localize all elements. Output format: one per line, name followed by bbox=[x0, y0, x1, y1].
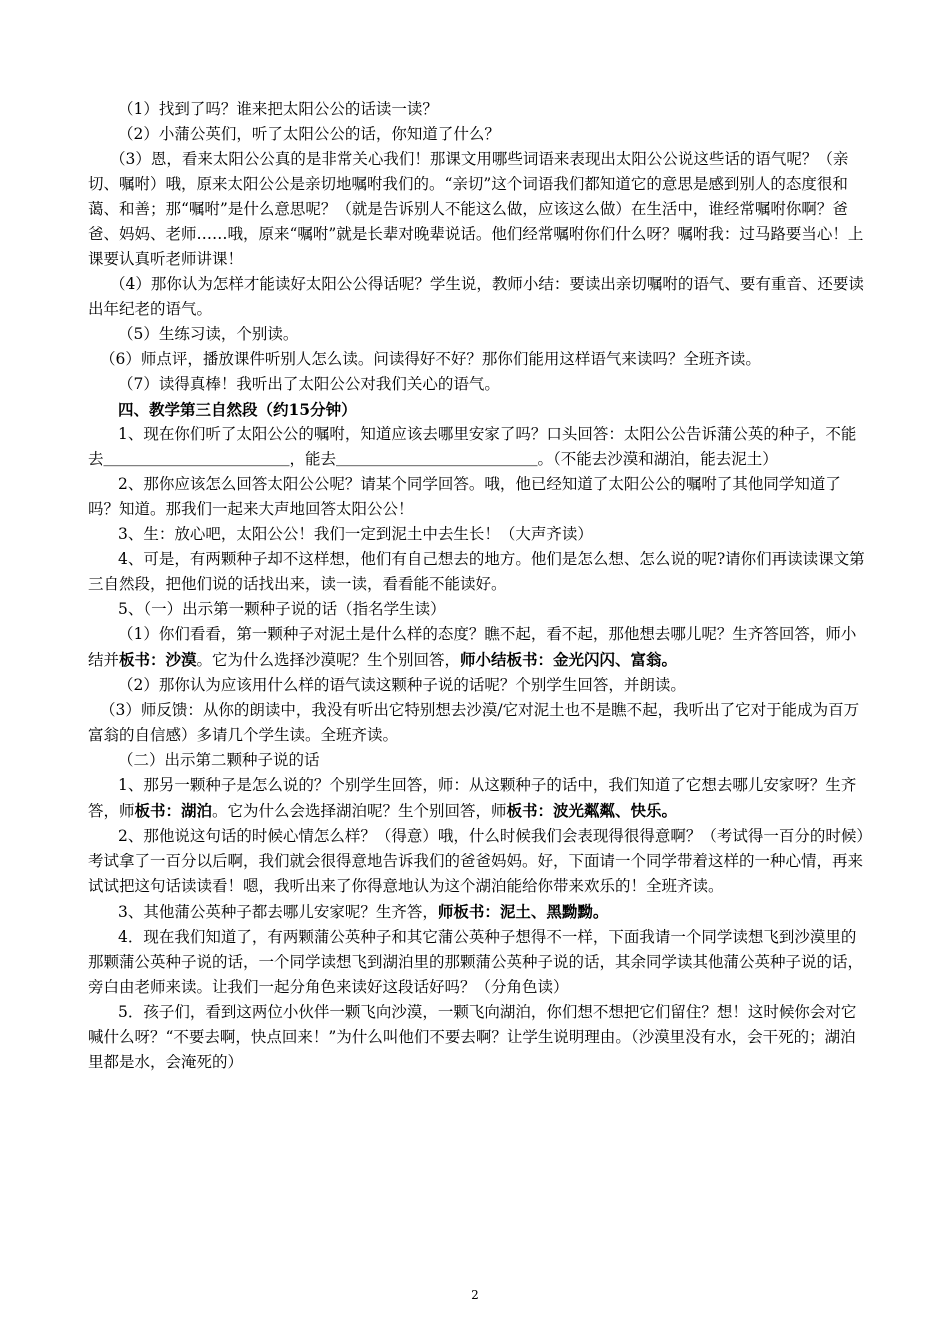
paragraph-21: 4．现在我们知道了，有两颗蒲公英种子和其它蒲公英种子想得不一样，下面我请一个同学读想飞到沙漠里的那颗蒲公英种子说的话，一个同学读想飞到湖泊里的那颗蒲公英种子说的话，其余同学读其他蒲公英种子说的话，旁白由老师来读。让我们一起分角色来读好这段话好吗？（分角色读） bbox=[88, 928, 864, 996]
paragraph-17: （二）出示第二颗种子说的话 bbox=[118, 751, 320, 769]
section-heading: 四、教学第三自然段（约15分钟） bbox=[118, 400, 357, 419]
paragraph-12: 4、可是，有两颗种子却不这样想，他们有自己想去的地方。他们是怎么想、怎么说的呢?请你们再读读课文第三自然段，把他们说的话找出来，读一读，看看能不能读好。 bbox=[88, 550, 865, 593]
paragraph-6: （6）师点评，播放课件听别人怎么读。问读得好不好？那你们能用这样语气来读吗？全班齐读。 bbox=[100, 350, 761, 368]
paragraph-3: （3）恩，看来太阳公公真的是非常关心我们！那课文用哪些词语来表现出太阳公公说这些话的语气呢？（亲切、嘱咐）哦，原来太阳公公是亲切地嘱咐我们的。“亲切”这个词语我们都知道它的意思是感到别人的态度很和蔼、和善；那“嘱咐”是什么意思呢？（就是告诉别人不能这么做，应该这么做）在生活中，谁经常嘱咐你啊？爸爸、妈妈、老师……哦，原来“嘱咐”就是长辈对晚辈说话。他们经常嘱咐你们什么呀？嘱咐我：过马路要当心！上课要认真听老师讲课！ bbox=[88, 150, 864, 268]
paragraph-2: （2）小蒲公英们，听了太阳公公的话，你知道了什么？ bbox=[118, 125, 500, 143]
paragraph-13: 5、（一）出示第一颗种子说的话（指名学生读） bbox=[118, 600, 446, 618]
paragraph-7: （7）读得真棒！我听出了太阳公公对我们关心的语气。 bbox=[118, 375, 500, 393]
paragraph-18: 1、那另一颗种子是怎么说的？个别学生回答，师：从这颗种子的话中，我们知道了它想去哪儿安家呀？生齐答，师板书：湖泊。它为什么会选择湖泊呢？生个别回答，师板书：波光粼粼、快乐。 bbox=[88, 776, 857, 820]
paragraph-19: 2、那他说这句话的时候心情怎么样？（得意）哦，什么时候我们会表现得很得意啊？（考试得一百分的时候）考试拿了一百分以后啊，我们就会很得意地告诉我们的爸爸妈妈。好，下面请一个同学带着这样的一种心情，再来试试把这句话读读看！嗯，我听出来了你得意地认为这个湖泊能给你带来欢乐的！全班齐读。 bbox=[88, 827, 865, 895]
paragraph-1: （1）找到了吗？谁来把太阳公公的话读一读？ bbox=[118, 100, 438, 118]
paragraph-10: 2、那你应该怎么回答太阳公公呢？请某个同学回答。哦，他已经知道了太阳公公的嘱咐了其他同学知道了吗？知道。那我们一起来大声地回答太阳公公！ bbox=[88, 475, 841, 518]
paragraph-9: 1、现在你们听了太阳公公的嘱咐，知道应该去哪里安家了吗？口头回答：太阳公公告诉蒲公英的种子，不能去＿＿＿＿＿＿＿＿＿＿＿＿，能去＿＿＿＿＿＿＿＿＿＿＿＿＿。（不能去沙漠和湖泊，能去泥土） bbox=[88, 425, 857, 468]
paragraph-15: （2）那你认为应该用什么样的语气读这颗种子说的话呢？个别学生回答，并朗读。 bbox=[118, 676, 686, 694]
paragraph-5: （5）生练习读，个别读。 bbox=[118, 325, 299, 343]
paragraph-11: 3、生：放心吧，太阳公公！我们一定到泥土中去生长！（大声齐读） bbox=[118, 525, 593, 543]
paragraph-20: 3、其他蒲公英种子都去哪儿安家呢？生齐答，师板书：泥土、黑黝黝。 bbox=[118, 902, 609, 921]
document-body bbox=[88, 97, 868, 1075]
paragraph-14: （1）你们看看，第一颗种子对泥土是什么样的态度？瞧不起，看不起，那他想去哪儿呢？生齐答回答，师小结并板书：沙漠。它为什么选择沙漠呢？生个别回答，师小结板书：金光闪闪、富翁。 bbox=[88, 625, 857, 669]
paragraph-4: （4）那你认为怎样才能读好太阳公公得话呢？学生说，教师小结：要读出亲切嘱咐的语气、要有重音、还要读出年纪老的语气。 bbox=[88, 275, 864, 318]
paragraph-16: （3）师反馈：从你的朗读中，我没有听出它特别想去沙漠/它对泥土也不是瞧不起，我听出了它对于能成为百万富翁的自信感）多请几个学生读。全班齐读。 bbox=[88, 701, 860, 744]
paragraph-22: 5．孩子们，看到这两位小伙伴一颗飞向沙漠，一颗飞向湖泊，你们想不想把它们留住？想！这时候你会对它喊什么呀？“不要去啊，快点回来！”为什么叫他们不要去啊？让学生说明理由。（沙漠里没有水，会干死的；湖泊里都是水，会淹死的） bbox=[88, 1003, 857, 1071]
page-number: 2 bbox=[471, 1288, 479, 1302]
